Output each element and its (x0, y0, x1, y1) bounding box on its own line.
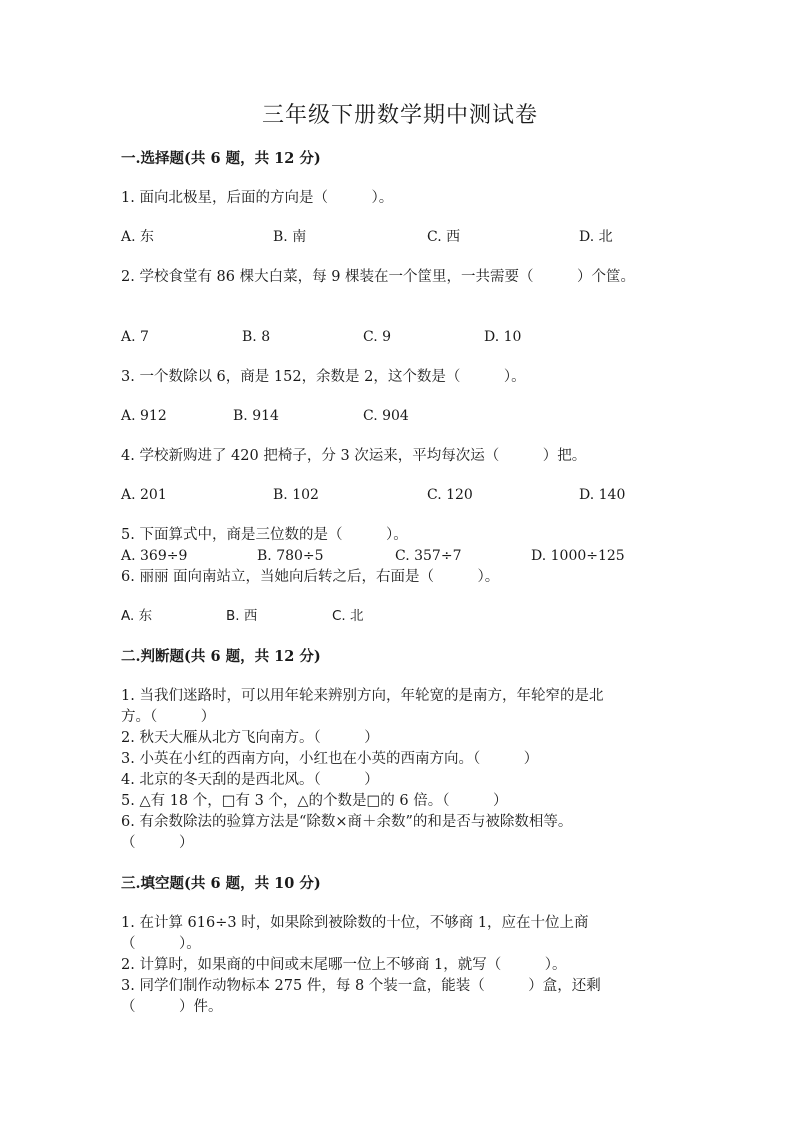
statement-line: 6. 有余数除法的验算方法是“除数×商＋余数”的和是否与被除数相等。 (121, 814, 573, 830)
question-text: 5. 下面算式中，商是三位数的是（ ）。 (121, 527, 408, 543)
question-text: 2. 学校食堂有 86 棵大白菜，每 9 棵装在一个筐里，一共需要（ ）个筐。 (121, 269, 636, 285)
statement-line: （ ） (121, 835, 194, 851)
section-heading-judgement: 二.判断题(共 6 题，共 12 分) (121, 648, 321, 665)
option-c: C. 北 (332, 608, 364, 624)
statement-line: 4. 北京的冬天刮的是西北风。（ ） (121, 772, 379, 788)
question-text: 1. 面向北极星，后面的方向是（ ）。 (121, 190, 394, 206)
option-c: C. 西 (427, 229, 461, 245)
option-a: A. 369÷9 (121, 548, 188, 564)
section-heading-choice: 一.选择题(共 6 题，共 12 分) (121, 150, 321, 167)
fill-line: 1. 在计算 616÷3 时，如果除到被除数的十位，不够商 1，应在十位上商 (121, 915, 589, 931)
section-heading-fill: 三.填空题(共 6 题，共 10 分) (121, 875, 321, 892)
fill-line: （ ）。 (121, 936, 201, 952)
option-a: A. 东 (121, 229, 155, 245)
option-b: B. 780÷5 (257, 548, 324, 564)
option-c: C. 9 (363, 329, 392, 345)
option-a: A. 912 (121, 408, 167, 424)
question-text: 6. 丽丽 面向南站立，当她向后转之后，右面是（ ）。 (121, 569, 500, 585)
option-b: B. 西 (226, 608, 258, 624)
option-d: D. 140 (579, 487, 626, 503)
option-a: A. 7 (121, 329, 149, 345)
option-b: B. 914 (233, 408, 279, 424)
page-title: 三年级下册数学期中测试卷 (261, 103, 538, 128)
statement-line: 2. 秋天大雁从北方飞向南方。（ ） (121, 730, 379, 746)
option-d: D. 北 (579, 229, 613, 245)
option-b: B. 102 (273, 487, 319, 503)
option-c: C. 357÷7 (395, 548, 462, 564)
question-text: 3. 一个数除以 6，商是 152，余数是 2，这个数是（ ）。 (121, 369, 526, 385)
statement-line: 方。（ ） (121, 709, 216, 725)
option-b: B. 南 (273, 229, 307, 245)
option-c: C. 904 (363, 408, 409, 424)
fill-line: 3. 同学们制作动物标本 275 件，每 8 个装一盒，能装（ ）盒，还剩 (121, 978, 601, 994)
fill-line: 2. 计算时，如果商的中间或末尾哪一位上不够商 1，就写（ ）。 (121, 957, 567, 973)
statement-line: 1. 当我们迷路时，可以用年轮来辨别方向，年轮宽的是南方，年轮窄的是北 (121, 688, 604, 704)
statement-line: 5. △有 18 个，□有 3 个，△的个数是□的 6 倍。（ ） (121, 793, 508, 809)
statement-line: 3. 小英在小红的西南方向，小红也在小英的西南方向。（ ） (121, 751, 539, 767)
option-a: A. 东 (121, 608, 153, 624)
option-b: B. 8 (242, 329, 271, 345)
fill-line: （ ）件。 (121, 999, 223, 1015)
option-d: D. 1000÷125 (531, 548, 625, 564)
option-d: D. 10 (484, 329, 522, 345)
question-text: 4. 学校新购进了 420 把椅子，分 3 次运来，平均每次运（ ）把。 (121, 448, 587, 464)
option-c: C. 120 (427, 487, 473, 503)
option-a: A. 201 (121, 487, 167, 503)
